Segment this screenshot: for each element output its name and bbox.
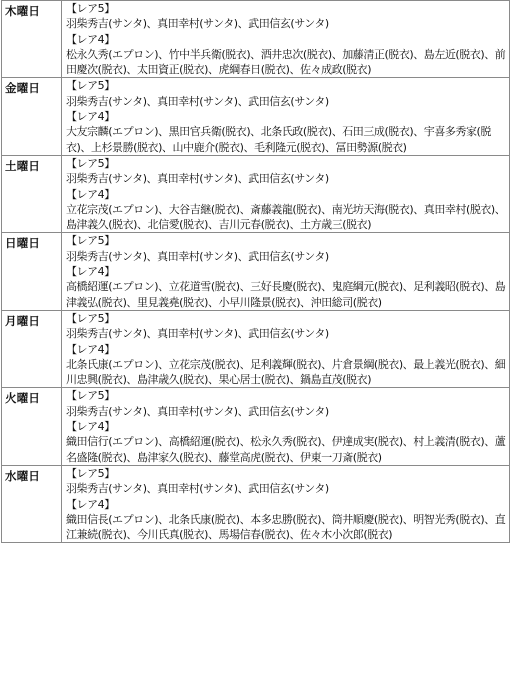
lineup-cell — [62, 233, 510, 310]
rare4-label: 【レア4】 — [66, 110, 115, 124]
rare5-lineup: 羽柴秀吉(サンタ)、真田幸村(サンタ)、武田信玄(サンタ) — [66, 482, 329, 496]
rare5-label: 【レア5】 — [66, 234, 115, 248]
schedule-body — [2, 1, 510, 543]
lineup-cell — [62, 78, 510, 155]
rare5-lineup: 羽柴秀吉(サンタ)、真田幸村(サンタ)、武田信玄(サンタ) — [66, 249, 329, 263]
rare4-lineup: 北条氏康(エプロン)、立花宗茂(脱衣)、足利義輝(脱衣)、片倉景綱(脱衣)、最上義光(脱衣)、細川忠興(脱衣)、島津歳久(脱衣)、果心居士(脱衣)、鍋島直茂(脱衣) — [66, 357, 506, 387]
rare4-label: 【レア4】 — [66, 420, 115, 434]
schedule-row-5 — [2, 388, 510, 465]
rare5-label: 【レア5】 — [66, 2, 115, 15]
rare4-lineup: 織田信行(エプロン)、高橋紹運(脱衣)、松永久秀(脱衣)、伊達成実(脱衣)、村上義清(脱衣)、蘆名盛隆(脱衣)、島津家久(脱衣)、藤堂高虎(脱衣)、伊東一刀斎(脱衣) — [66, 435, 506, 464]
day-label: 木曜日 — [2, 1, 62, 78]
day-label: 金曜日 — [2, 78, 62, 155]
day-label: 火曜日 — [2, 388, 62, 465]
rare4-label: 【レア4】 — [66, 497, 115, 511]
schedule-row-6 — [2, 465, 510, 542]
day-label: 日曜日 — [2, 233, 62, 310]
gacha-schedule-table — [1, 0, 510, 543]
rare4-label: 【レア4】 — [66, 187, 115, 201]
rare5-lineup: 羽柴秀吉(サンタ)、真田幸村(サンタ)、武田信玄(サンタ) — [66, 17, 329, 31]
rare5-lineup: 羽柴秀吉(サンタ)、真田幸村(サンタ)、武田信玄(サンタ) — [66, 94, 329, 108]
lineup-cell — [62, 310, 510, 387]
day-label: 月曜日 — [2, 310, 62, 387]
rare5-label: 【レア5】 — [66, 79, 115, 93]
lineup-cell — [62, 155, 510, 232]
day-label: 土曜日 — [2, 155, 62, 232]
rare5-lineup: 羽柴秀吉(サンタ)、真田幸村(サンタ)、武田信玄(サンタ) — [66, 172, 329, 186]
rare4-lineup: 高橋紹運(エプロン)、立花道雪(脱衣)、三好長慶(脱衣)、鬼庭綱元(脱衣)、足利義昭(脱衣)、島津義弘(脱衣)、里見義堯(脱衣)、小早川隆景(脱衣)、沖田総司(脱衣) — [66, 280, 506, 309]
rare4-label: 【レア4】 — [66, 32, 115, 46]
rare5-label: 【レア5】 — [66, 311, 115, 325]
rare4-label: 【レア4】 — [66, 342, 115, 356]
rare5-lineup: 羽柴秀吉(サンタ)、真田幸村(サンタ)、武田信玄(サンタ) — [66, 327, 329, 341]
schedule-row-2 — [2, 155, 510, 232]
schedule-row-0 — [2, 1, 510, 78]
rare5-label: 【レア5】 — [66, 389, 115, 403]
day-label: 水曜日 — [2, 465, 62, 542]
rare4-label: 【レア4】 — [66, 265, 115, 279]
rare4-lineup: 織田信長(エプロン)、北条氏康(脱衣)、本多忠勝(脱衣)、筒井順慶(脱衣)、明智光秀(脱衣)、直江兼続(脱衣)、今川氏真(脱衣)、馬場信春(脱衣)、佐々木小次郎(脱衣) — [66, 512, 506, 542]
rare5-label: 【レア5】 — [66, 466, 115, 480]
rare4-lineup: 大友宗麟(エプロン)、黒田官兵衛(脱衣)、北条氏政(脱衣)、石田三成(脱衣)、宇喜多秀家(脱衣)、上杉景勝(脱衣)、山中鹿介(脱衣)、毛利隆元(脱衣)、冨田勢源(脱衣) — [66, 125, 491, 154]
rare5-label: 【レア5】 — [66, 156, 115, 170]
lineup-cell — [62, 465, 510, 542]
schedule-row-4 — [2, 310, 510, 387]
schedule-row-1 — [2, 78, 510, 155]
rare4-lineup: 立花宗茂(エプロン)、大谷吉継(脱衣)、斎藤義龍(脱衣)、南光坊天海(脱衣)、真田幸村(脱衣)、島津義久(脱衣)、北信愛(脱衣)、吉川元春(脱衣)、土方歳三(脱衣) — [66, 202, 506, 232]
lineup-cell — [62, 1, 510, 78]
schedule-row-3 — [2, 233, 510, 310]
rare4-lineup: 松永久秀(エプロン)、竹中半兵衛(脱衣)、酒井忠次(脱衣)、加藤清正(脱衣)、島左近(脱衣)、前田慶次(脱衣)、太田資正(脱衣)、虎綱春日(脱衣)、佐々成政(脱衣) — [66, 47, 506, 77]
lineup-cell — [62, 388, 510, 465]
rare5-lineup: 羽柴秀吉(サンタ)、真田幸村(サンタ)、武田信玄(サンタ) — [66, 404, 329, 418]
